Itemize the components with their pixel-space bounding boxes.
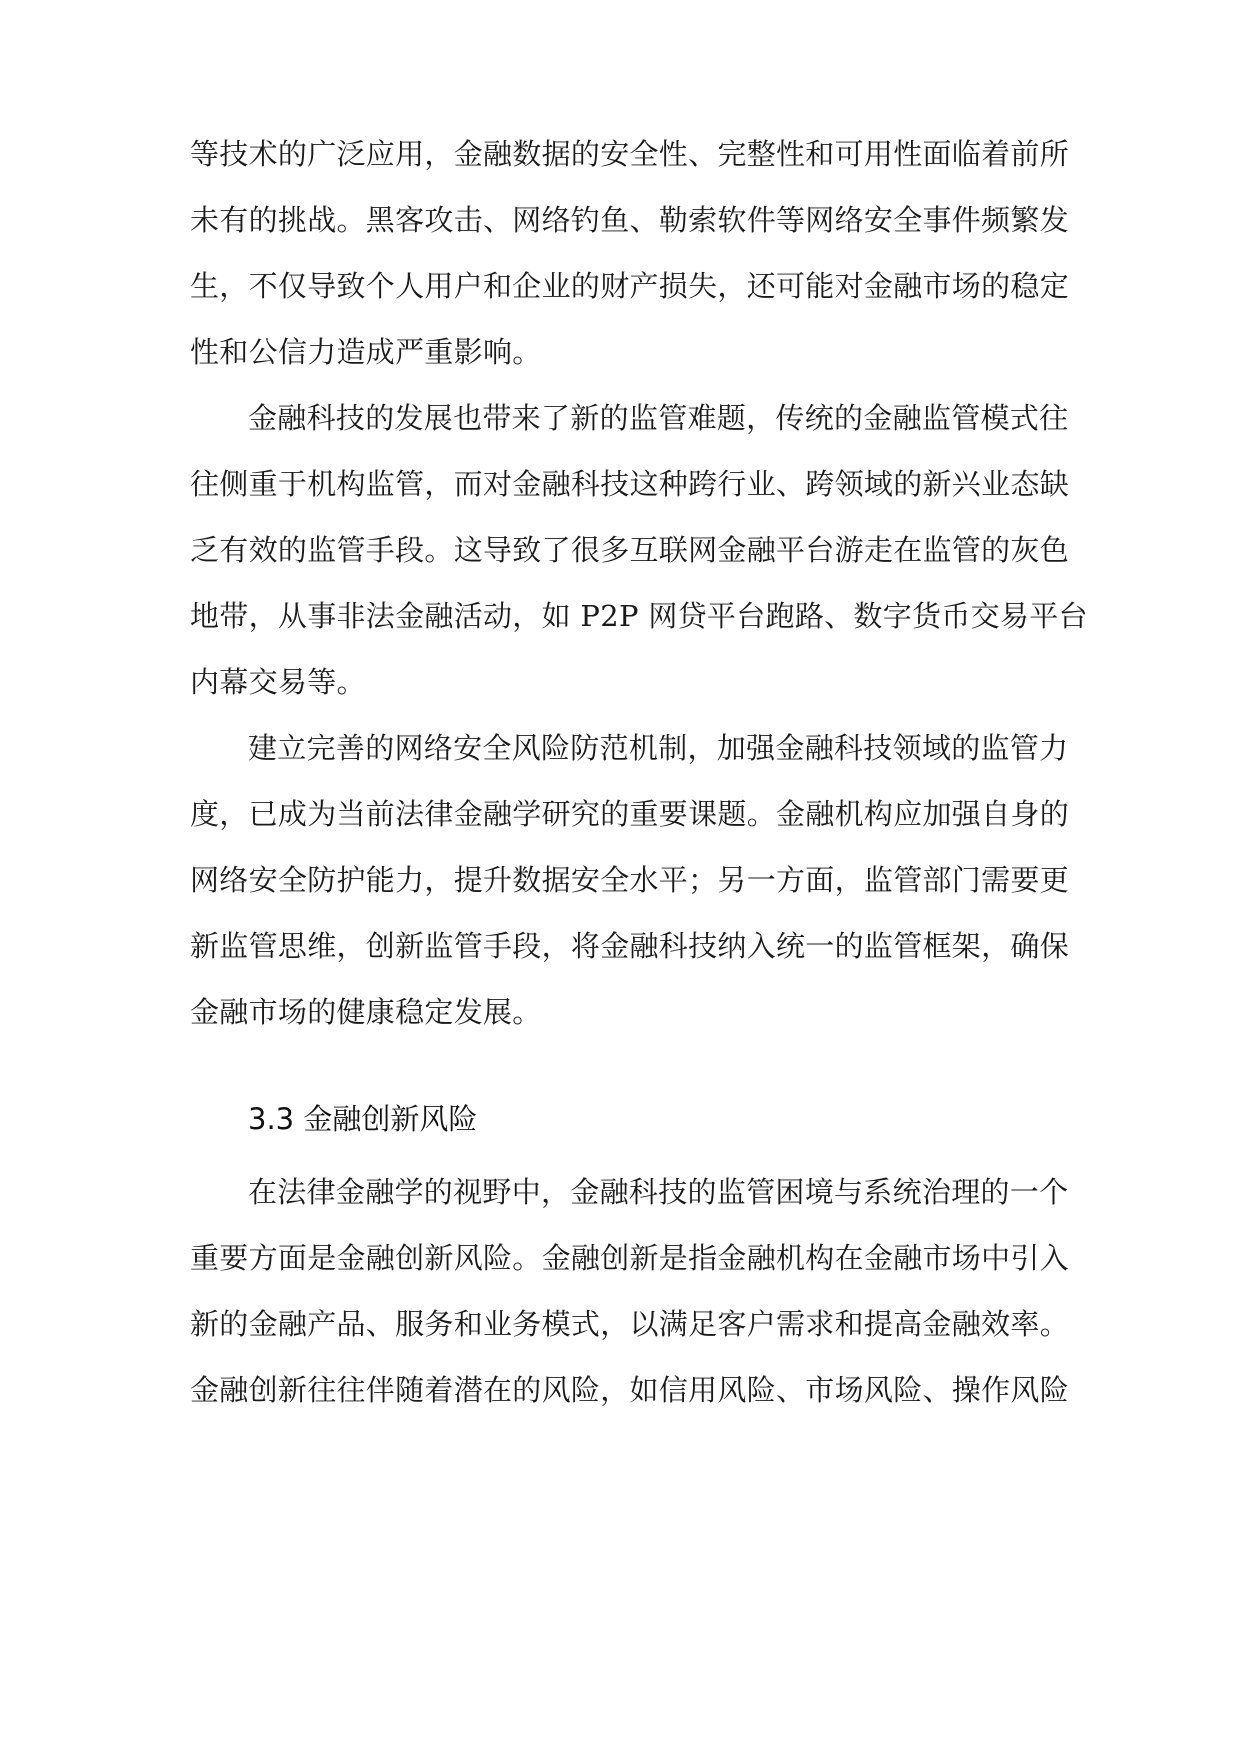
paragraph-2-line-5: 内幕交易等。: [190, 665, 366, 699]
section-paragraph-line-4: 金融创新往往伴随着潜在的风险，如信用风险、市场风险、操作风险: [190, 1373, 1070, 1407]
paragraph-2-line-2: 往侧重于机构监管，而对金融科技这种跨行业、跨领域的新兴业态缺: [190, 467, 1070, 501]
paragraph-1-line-3: 生，不仅导致个人用户和企业的财产损失，还可能对金融市场的稳定: [190, 269, 1070, 303]
paragraph-1-line-2: 未有的挑战。黑客攻击、网络钓鱼、勒索软件等网络安全事件频繁发: [190, 203, 1070, 237]
paragraph-1-line-4: 性和公信力造成严重影响。: [190, 335, 542, 369]
section-heading: 3.3 金融创新风险: [248, 1102, 478, 1136]
paragraph-3-line-2: 度，已成为当前法律金融学研究的重要课题。金融机构应加强自身的: [190, 797, 1070, 831]
paragraph-3-line-1: 建立完善的网络安全风险防范机制，加强金融科技领域的监管力: [248, 731, 1069, 765]
section-paragraph-line-3: 新的金融产品、服务和业务模式，以满足客户需求和提高金融效率。: [190, 1307, 1070, 1341]
paragraph-3-line-4: 新监管思维，创新监管手段，将金融科技纳入统一的监管框架，确保: [190, 929, 1070, 963]
section-paragraph-line-1: 在法律金融学的视野中，金融科技的监管困境与系统治理的一个: [248, 1175, 1069, 1209]
paragraph-2-line-3: 乏有效的监管手段。这导致了很多互联网金融平台游走在监管的灰色: [190, 533, 1070, 567]
paragraph-2-line-4: 地带，从事非法金融活动，如 P2P 网贷平台跑路、数字货币交易平台: [190, 599, 1088, 633]
paragraph-1-line-1: 等技术的广泛应用，金融数据的安全性、完整性和可用性面临着前所: [190, 137, 1070, 171]
section-paragraph-line-2: 重要方面是金融创新风险。金融创新是指金融机构在金融市场中引入: [190, 1241, 1070, 1275]
paragraph-2-line-1: 金融科技的发展也带来了新的监管难题，传统的金融监管模式往: [248, 401, 1069, 435]
paragraph-3-line-5: 金融市场的健康稳定发展。: [190, 995, 542, 1029]
paragraph-3-line-3: 网络安全防护能力，提升数据安全水平；另一方面，监管部门需要更: [190, 863, 1070, 897]
